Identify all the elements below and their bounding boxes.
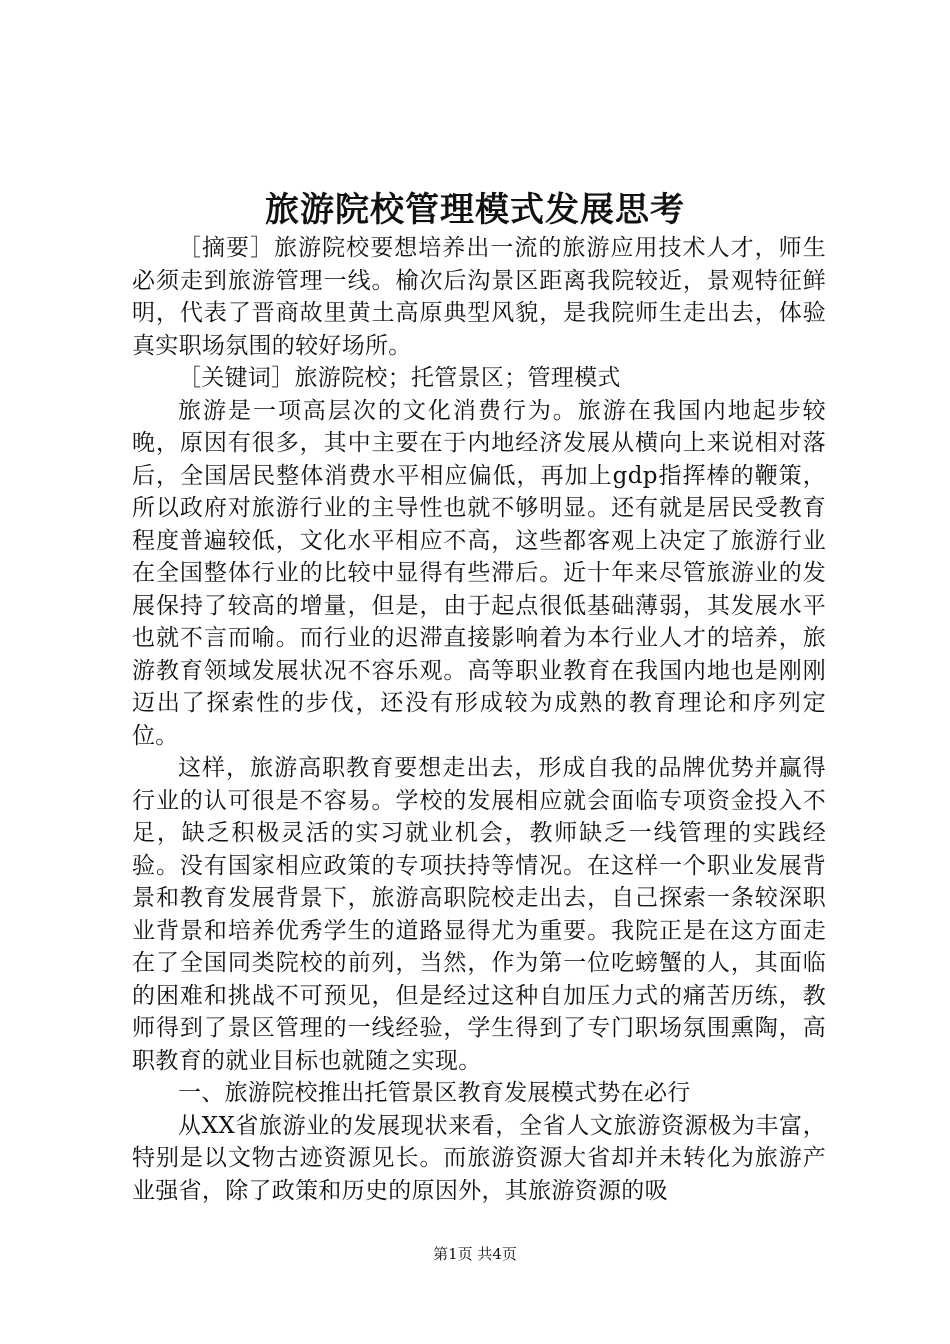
body-paragraph: 从XX省旅游业的发展现状来看，全省人文旅游资源极为丰富，特别是以文物古迹资源见长。而旅游资源大省却并未转化为旅游产业强省，除了政策和历史的原因外，其旅游资源的吸	[132, 1112, 826, 1204]
body-paragraph: 这样，旅游高职教育要想走出去，形成自我的品牌优势并赢得行业的认可很是不容易。学校的发展相应就会面临专项资金投入不足，缺乏积极灵活的实习就业机会，教师缺乏一线管理的实践经验。没有国家相应政策的专项扶持等情况。在这样一个职业发展背景和教育发展背景下，旅游高职院校走出去，自己探索一条较深职业背景和培养优秀学生的道路显得尤为重要。我院正是在这方面走在了全国同类院校的前列，当然，作为第一位吃螃蟹的人，其面临的困难和挑战不可预见，但是经过这种自加压力式的痛苦历练，教师得到了景区管理的一线经验，学生得到了专门职场氛围熏陶，高职教育的就业目标也就随之实现。	[132, 755, 826, 1074]
body-paragraph: 旅游是一项高层次的文化消费行为。旅游在我国内地起步较晚，原因有很多，其中主要在于内地经济发展从横向上来说相对落后，全国居民整体消费水平相应偏低，再加上gdp指挥棒的鞭策，所以政府对旅游行业的主导性也就不够明显。还有就是居民受教育程度普遍较低，文化水平相应不高，这些都客观上决定了旅游行业在全国整体行业的比较中显得有些滞后。近十年来尽管旅游业的发展保持了较高的增量，但是，由于起点很低基础薄弱，其发展水平也就不言而喻。而行业的迟滞直接影响着为本行业人才的培养，旅游教育领域发展状况不容乐观。高等职业教育在我国内地也是刚刚迈出了探索性的步伐，还没有形成较为成熟的教育理论和序列定位。	[132, 397, 826, 749]
abstract-paragraph: ［摘要］旅游院校要想培养出一流的旅游应用技术人才，师生必须走到旅游管理一线。榆次后沟景区距离我院较近，景观特征鲜明，代表了晋商故里黄土高原典型风貌，是我院师生走出去，体验真实职场氛围的较好场所。	[132, 235, 826, 359]
section-heading: 一、旅游院校推出托管景区教育发展模式势在必行	[178, 1080, 691, 1106]
page-footer: 第1页 共4页	[433, 1245, 517, 1263]
keywords-paragraph: ［关键词］旅游院校；托管景区；管理模式	[178, 365, 621, 391]
document-body	[132, 232, 826, 1207]
document-title: 旅游院校管理模式发展思考	[265, 190, 685, 230]
